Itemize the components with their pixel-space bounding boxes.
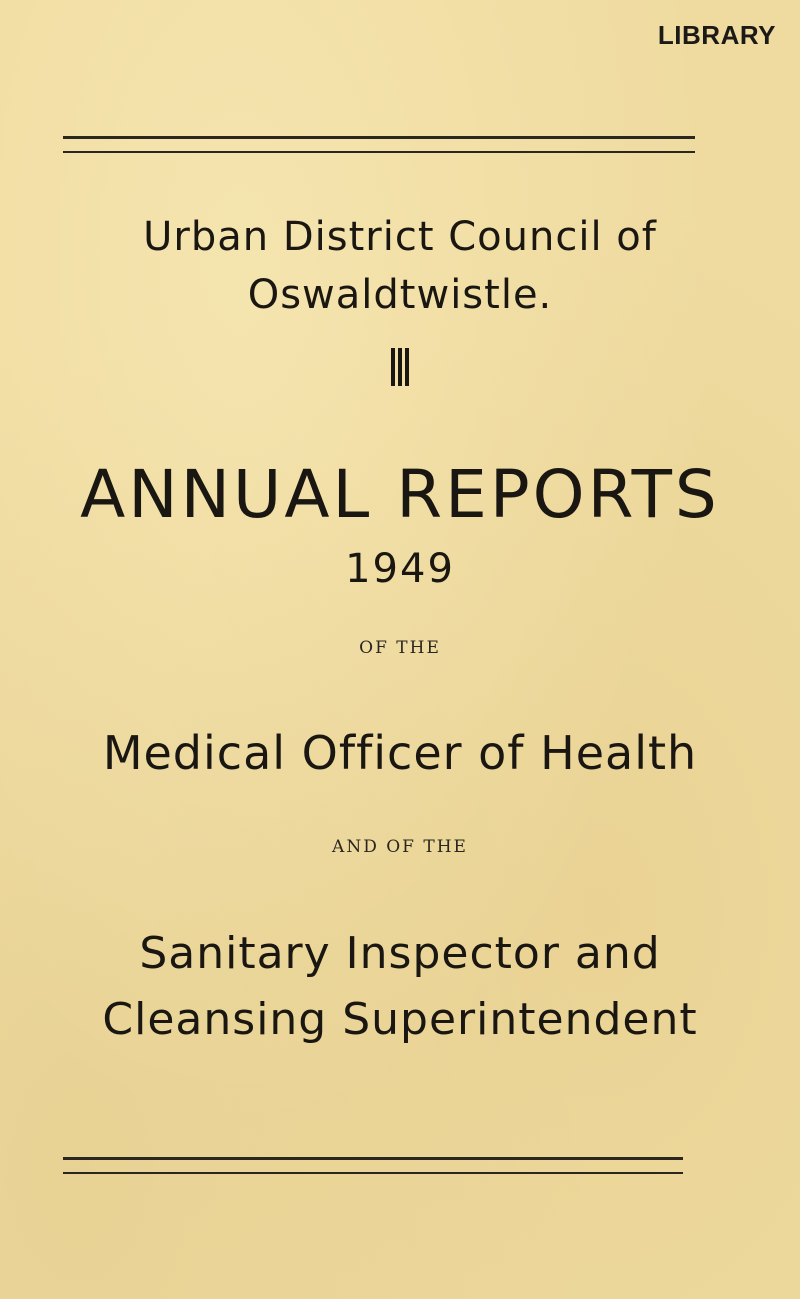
sanitary-inspector-heading: Sanitary Inspector and <box>139 928 661 979</box>
council-heading: Urban District Council of <box>143 214 657 260</box>
report-title: ANNUAL REPORTS <box>80 456 720 533</box>
of-the-label: OF THE <box>359 638 441 658</box>
ornament-bars <box>391 348 409 386</box>
library-stamp: LIBRARY <box>657 20 776 50</box>
rule-line <box>63 151 695 153</box>
bottom-double-rule <box>63 1157 683 1186</box>
rule-line <box>63 136 695 139</box>
report-year: 1949 <box>345 546 455 592</box>
and-of-the-label: AND OF THE <box>332 837 468 857</box>
bars-ornament-icon <box>0 348 800 392</box>
medical-officer-heading: Medical Officer of Health <box>102 726 698 780</box>
rule-line <box>63 1172 683 1174</box>
town-name: Oswaldtwistle. <box>247 272 553 318</box>
cleansing-superintendent-heading: Cleansing Superintendent <box>102 994 698 1045</box>
top-double-rule <box>63 136 695 165</box>
rule-line <box>63 1157 683 1160</box>
